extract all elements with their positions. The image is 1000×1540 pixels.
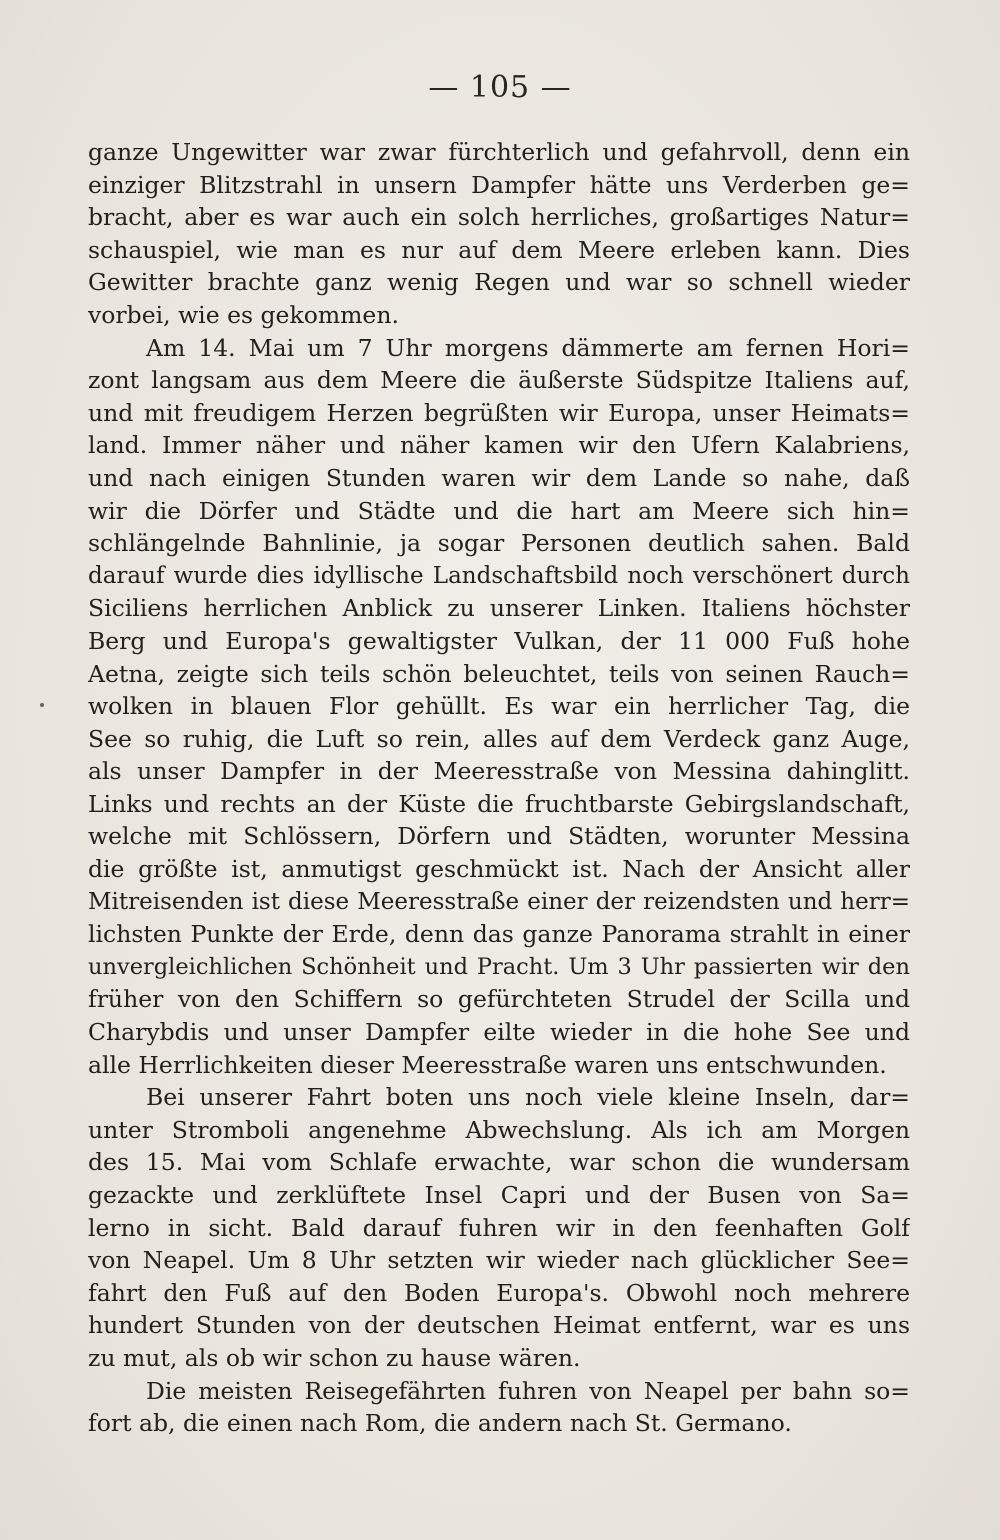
text-line: fort ab, die einen nach Rom, die andern nach St. Germano. xyxy=(88,1409,792,1438)
text-line: wolken in blauen Flor gehüllt. Es war ein herrlicher Tag, die xyxy=(88,692,910,721)
text-line: von Neapel. Um 8 Uhr setzten wir wieder nach glücklicher See= xyxy=(88,1246,910,1275)
paragraph-first-line: Am 14. Mai um 7 Uhr morgens dämmerte am fernen Hori= xyxy=(146,333,910,362)
text-line: unvergleichlichen Schönheit und Pracht. Um 3 Uhr passierten wir den xyxy=(88,953,910,980)
text-line: gezackte und zerklüftete Insel Capri und der Busen von Sa= xyxy=(88,1181,910,1209)
page-number: — 105 — xyxy=(428,70,572,105)
text-line: lichsten Punkte der Erde, denn das ganze Panorama strahlt in einer xyxy=(88,920,910,949)
text-line: die größte ist, anmutigst geschmückt ist. Nach der Ansicht aller xyxy=(88,855,910,884)
text-line: und mit freudigem Herzen begrüßten wir Europa, unser Heimats= xyxy=(88,398,910,427)
text-line: Gewitter brachte ganz wenig Regen und war so schnell wieder xyxy=(88,268,910,297)
text-line: schauspiel, wie man es nur auf dem Meere erleben kann. Dies xyxy=(88,235,910,264)
text-line: zont langsam aus dem Meere die äußerste Südspitze Italiens auf, xyxy=(88,366,910,395)
text-line: des 15. Mai vom Schlafe erwachte, war schon die wundersam xyxy=(88,1148,910,1177)
text-line: hundert Stunden von der deutschen Heimat entfernt, war es uns xyxy=(88,1311,910,1340)
text-line: und nach einigen Stunden waren wir dem Lande so nahe, daß xyxy=(88,463,910,492)
text-line: land. Immer näher und näher kamen wir den Ufern Kalabriens, xyxy=(88,431,910,460)
text-line: Links und rechts an der Küste die fruchtbarste Gebirgslandschaft, xyxy=(88,789,910,818)
text-line: unter Stromboli angenehme Abwechslung. Als ich am Morgen xyxy=(88,1115,910,1144)
text-line: darauf wurde dies idyllische Landschaftsbild noch verschönert durch xyxy=(88,562,910,589)
text-line: vorbei, wie es gekommen. xyxy=(88,300,399,329)
paragraph-first-line: Die meisten Reisegefährten fuhren von Neapel per bahn so= xyxy=(146,1376,910,1405)
text-line: See so ruhig, die Luft so rein, alles auf dem Verdeck ganz Auge, xyxy=(88,724,910,753)
text-line: Berg und Europa's gewaltigster Vulkan, der 11 000 Fuß hohe xyxy=(88,626,910,655)
text-line: einziger Blitzstrahl in unsern Dampfer hätte uns Verderben ge= xyxy=(88,170,910,199)
ink-speck xyxy=(40,703,44,707)
text-line: fahrt den Fuß auf den Boden Europa's. Obwohl noch mehrere xyxy=(88,1278,910,1307)
text-line: bracht, aber es war auch ein solch herrliches, großartiges Natur= xyxy=(88,203,910,232)
text-line: früher von den Schiffern so gefürchteten Strudel der Scilla und xyxy=(88,985,910,1014)
text-line: zu mut, als ob wir schon zu hause wären. xyxy=(88,1343,581,1372)
text-line: Mitreisenden ist diese Meeresstraße einer der reizendsten und herr= xyxy=(88,888,910,915)
text-line: Siciliens herrlichen Anblick zu unserer Linken. Italiens höchster xyxy=(88,594,910,623)
text-line: als unser Dampfer in der Meeresstraße von Messina dahinglitt. xyxy=(88,757,910,786)
text-line: Aetna, zeigte sich teils schön beleuchtet, teils von seinen Rauch= xyxy=(88,659,910,688)
text-line: ganze Ungewitter war zwar fürchterlich und gefahrvoll, denn ein xyxy=(88,138,910,166)
text-line: wir die Dörfer und Städte und die hart am Meere sich hin= xyxy=(88,496,910,525)
text-line: alle Herrlichkeiten dieser Meeresstraße waren uns entschwunden. xyxy=(88,1050,887,1079)
text-line: schlängelnde Bahnlinie, ja sogar Personen deutlich sahen. Bald xyxy=(88,529,910,558)
text-line: lerno in sicht. Bald darauf fuhren wir in den feenhaften Golf xyxy=(88,1213,910,1242)
paragraph-first-line: Bei unserer Fahrt boten uns noch viele kleine Inseln, dar= xyxy=(146,1083,910,1112)
body-text xyxy=(88,136,910,1440)
text-line: Charybdis und unser Dampfer eilte wieder in die hohe See und xyxy=(88,1018,910,1047)
text-line: welche mit Schlössern, Dörfern und Städten, worunter Messina xyxy=(88,822,910,851)
